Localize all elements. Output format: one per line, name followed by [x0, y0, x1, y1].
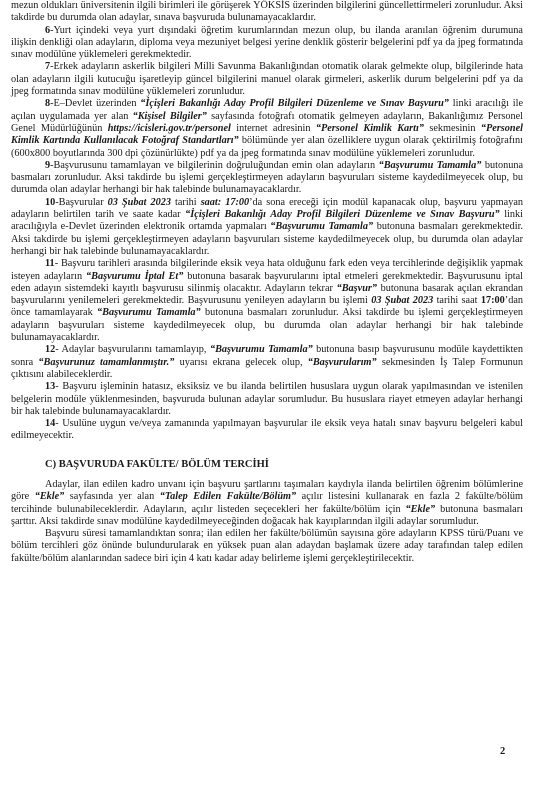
bold-text-run: 7: [45, 61, 51, 73]
bold-italic-text-run: “Ekle”: [405, 503, 436, 515]
text-run: ’da sona ereceği için modül kapanacak olup, başvuru yapmayan adayların belirtilen tarih ve saate kadar: [11, 196, 524, 221]
bold-italic-text-run: “Ekle”: [34, 491, 65, 503]
text-run: butonuna basarak başvurularını iptal etmeleri gerekmektedir. Başvurusunu iptal eden adayın sistemdeki kayıtlı başvurusu silinmiş olacaktır. Adayların tekrar: [11, 270, 524, 294]
text-run: - Başvuru tarihleri arasında bilgilerinde eksik veya hata olduğunu fark eden veya tercihlerinde değişiklik yapmak isteyen adayların: [11, 258, 523, 282]
text-run: sayfasında fotoğrafı otomatik gelmeyen adayların, Bakanlığımız Personel Genel Müdürlüğünün: [11, 110, 523, 134]
bold-italic-text-run: “İçişleri Bakanlığı Aday Profil Bilgileri Düzenleme ve Sınav Başvuru”: [185, 209, 500, 221]
text-run: -Erkek adayların askerlik bilgileri Milli Savunma Bakanlığından otomatik olarak gelmekte olup, bilgilerinde hata olan adayların ilgili kutucuğu işaretleyip güncel bilgilerini manuel olarak girmeleri, askerlik durum belgelerini pdf ya da jpeg formatında sınav modülüne yüklemeleri zorunludur.: [11, 61, 523, 98]
text-run: tarihi saat: [433, 295, 481, 307]
bold-italic-text-run: “İçişleri Bakanlığı Aday Profil Bilgileri Düzenleme ve Sınav Başvuru”: [140, 98, 449, 110]
text-run: bölümünde yer alan özelliklere uygun olarak çektirilmiş fotoğrafını (600x800 boyutlarında 300 dpi çözünürlükte) pdf ya da jpeg formatında sınav modülüne yüklemeleri zorunludur.: [11, 135, 523, 159]
section-c-heading: C) BAŞVURUDA FAKÜLTE/ BÖLÜM TERCİHİ: [45, 458, 269, 470]
text-run: linki aracılığı ile açılan uygulamada yer alan: [11, 98, 524, 122]
bold-italic-text-run: “Talep Edilen Fakülte/Bölüm”: [159, 491, 297, 503]
text-run: sayfasında yer alan: [64, 491, 160, 503]
bold-italic-text-run: “Personel Kimlik Kartı”: [315, 122, 424, 134]
paragraph-item-7: [11, 61, 523, 98]
text-run: uyarısı ekrana gelecek olup,: [174, 356, 308, 368]
bold-text-run: 6: [45, 24, 51, 36]
bold-text-run: 17:00: [480, 295, 505, 307]
bold-italic-text-run: “Başvurumu İptal Et”: [86, 270, 184, 282]
text-run: -Başvurular: [55, 196, 108, 208]
text-run: butonuna basmaları şarttır. Aksi takdirde sınav modülüne kaydedilmeyeceğinden doğacak hak kayıplarından ilgili adaylar sorumludur.: [11, 503, 523, 527]
text-run: ’dan önce tamamlayarak: [11, 295, 523, 319]
bold-text-run: 11: [45, 258, 55, 270]
text-run: - Adaylar başvurularını tamamlayıp,: [55, 344, 210, 356]
text-run: linki aracılığıyla e-Devlet üzerinden elektronik ortamda yapmaları: [11, 209, 524, 233]
bold-italic-text-run: “Başvurumu Tamamla”: [378, 159, 482, 171]
text-run: butonuna basıp başvurusunu modüle kaydettikten sonra: [11, 344, 523, 368]
bold-italic-text-run: saat: 17:00: [200, 196, 250, 208]
bold-text-run: 14: [45, 418, 56, 430]
paragraph-section-c-1: [11, 479, 523, 528]
bold-italic-text-run: 03 Şubat 2023: [107, 196, 171, 208]
bold-text-run: 8: [45, 98, 51, 110]
paragraph-item-11: [11, 258, 523, 344]
paragraph-item-12: [11, 344, 523, 381]
paragraph-item-6: [11, 25, 523, 62]
paragraph-item-14: [11, 418, 523, 443]
paragraph-item-8: [11, 98, 523, 159]
bold-italic-text-run: “Başvurunuz tamamlanmıştır.”: [38, 356, 175, 368]
bold-italic-text-run: “Başvurumu Tamamla”: [97, 307, 201, 319]
bold-text-run: 13: [45, 381, 56, 393]
text-run: butonuna basmaları zorunludur. Aksi takdirde bu işlemi gerçekleştirmeyen adayların başvuruları sisteme kaydedilmeyecek olup, bu durumda olan adaylar herhangi bir hak talebinde bulunamayacaklardır.: [11, 159, 524, 196]
text-run: sekmesinden İş Talep Formunun çıktısını alabileceklerdir.: [11, 356, 523, 380]
bold-text-run: 10: [45, 196, 56, 208]
text-run: -Başvurusunu tamamlayan ve bilgilerinin doğruluğundan emin olan adayların: [50, 159, 379, 171]
bold-italic-text-run: https://icisleri.gov.tr/personel: [107, 122, 231, 134]
bold-italic-text-run: “Başvurularım”: [307, 356, 377, 368]
bold-italic-text-run: 03 Şubat 2023: [371, 295, 434, 307]
paragraph-item-10: [11, 197, 523, 258]
bold-text-run: 12: [45, 344, 56, 356]
text-run: açılır listesini kullanarak en fazla 2 fakülte/bölüm tercihinde bulunabileceklerdir. Adayların, açılır listeden seçecekleri her fakülte/bölüm için: [11, 491, 523, 515]
text-run: mezun oldukları üniversitenin ilgili birimleri ile görüşerek YÖKSİS üzerinden bilgilerini güncellettirmeleri zorunludur. Aksi takdirde bu durumda olan adaylar, sınava başvuruda bulunamayacaklardır.: [11, 0, 523, 24]
bold-text-run: 9: [45, 159, 51, 171]
page-number: 2: [500, 746, 506, 757]
text-run: internet adresinin: [230, 122, 316, 134]
paragraph-section-c-2: [11, 528, 523, 565]
document-body: [11, 0, 523, 565]
text-run: - Başvuru işleminin hatasız, eksiksiz ve bu ilanda belirtilen hususlara uygun olarak yapılmasından ve istenilen belgelerin modüle yüklenmesinden, başvuruda bulunan adaylar sorumludur. Bu hususlara riayet etmeyen adaylar herhangi bir hak talebinde bulunamayacaklardır.: [11, 381, 523, 417]
bold-italic-text-run: “Başvur”: [336, 282, 378, 294]
text-run: - Usulüne uygun ve/veya zamanında yapılmayan başvurular ile eksik veya hatalı sınav başvuru belgeleri kabul edilmeyecektir.: [11, 418, 523, 442]
bold-italic-text-run: “Başvurumu Tamamla”: [209, 344, 313, 356]
text-run: Adaylar, ilan edilen kadro unvanı için başvuru şartlarını taşımaları kaydıyla ilanda belirtilen öğrenim bölümlerine göre: [11, 478, 523, 503]
text-run: tarihi: [170, 196, 201, 208]
bold-italic-text-run: “Personel Kimlik Kartında Kullanılacak Fotoğraf Standartları”: [11, 122, 523, 147]
text-run: butonuna basmaları zorunludur. Aksi takdirde bu işlemi gerçekleştirmeyen adayların başvuruları sisteme kaydedilmeyecek olup, bu durumda olan adaylar herhangi bir hak talebinde bulunamayacaklardır.: [11, 307, 523, 344]
text-run: butonuna basmaları gerekmektedir. Aksi takdirde bu işlemi gerçekleştirmeyen adayların başvuruları sisteme kaydedilmeyecek olup, bu durumda olan adaylar herhangi bir hak talebinde bulunamayacaklardır.: [11, 221, 523, 257]
text-run: -E–Devlet üzerinden: [50, 98, 141, 110]
text-run: Başvuru süresi tamamlandıktan sonra; ilan edilen her fakülte/bölümün sayısına göre adayların KPSS türü/Puanı ve bölüm tercihleri göz önünde bulundurularak en yüksek puan alan adaydan başlamak üzere aday tarafından talep edilen fakülte/bölüm alanlarından sadece biri için 4 katı kadar aday belirleme işlemi gerçekleştirilecektir.: [11, 528, 523, 564]
text-run: -Yurt içindeki veya yurt dışındaki öğretim kurumlarından mezun olup, bu ilanda aranılan öğrenim durumuna ilişkin denkliği olan adayların, diploma veya mezuniyet belgesi yerine denklik gösterir belgelerini pdf ya da jpeg formatında sınav modülüne yüklemeleri gerekmektedir.: [11, 24, 523, 61]
paragraph-item-13: [11, 381, 523, 418]
paragraph-item-9: [11, 160, 523, 197]
bold-italic-text-run: “Başvurumu Tamamla”: [270, 221, 374, 233]
text-run: sekmesinin: [424, 122, 481, 134]
paragraph-intro-continuation: [11, 0, 523, 25]
bold-italic-text-run: “Kişisel Bilgiler”: [132, 110, 207, 122]
text-run: butonuna basarak açılan ekrandan başvurularını yenilemeleri gerekmektedir. Başvurusunu yenileyen adayların bu işlemi: [11, 282, 524, 307]
